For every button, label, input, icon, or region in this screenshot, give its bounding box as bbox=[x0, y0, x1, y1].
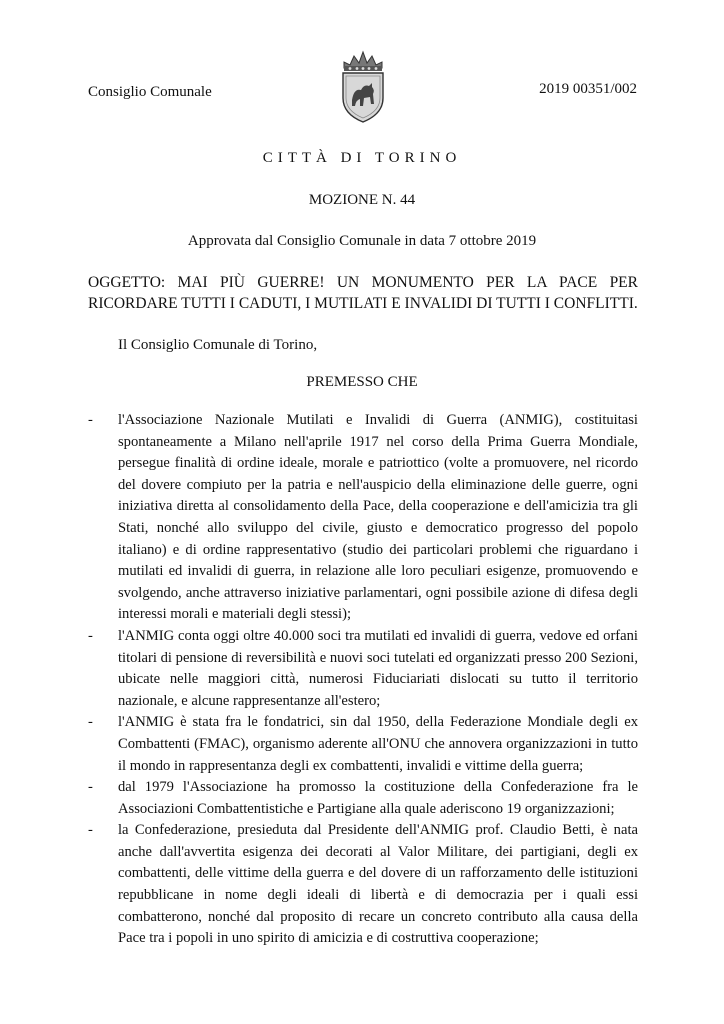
premise-list bbox=[88, 410, 638, 950]
list-item bbox=[88, 712, 638, 777]
approval-date: Approvata dal Consiglio Comunale in data 7 ottobre 2019 bbox=[187, 233, 537, 249]
council-label: Consiglio Comunale bbox=[88, 84, 212, 100]
list-dash: - bbox=[88, 714, 93, 731]
intro-line: Il Consiglio Comunale di Torino, bbox=[118, 337, 318, 353]
subject-heading: OGGETTO: MAI PIÙ GUERRE! UN MONUMENTO PER LA PACE PER RICORDARE TUTTI I CADUTI, I MUTILATI E INVALIDI DI TUTTI I CONFLITTI. bbox=[88, 274, 638, 312]
list-item-text: l'ANMIG conta oggi oltre 40.000 soci tra mutilati ed invalidi di guerra, vedove ed orfani titolari di pensione di reversibilità e nuovi soci tutelati ed organizzati presso 200 Sezioni, ubicate nelle maggiori città, numerosi Fiduciariati dislocati su tutto il territorio nazionale, e alcune rappresentanze all'estero; bbox=[118, 627, 638, 709]
city-title: CITTÀ DI TORINO bbox=[262, 150, 462, 166]
list-item bbox=[88, 820, 638, 950]
list-dash: - bbox=[88, 822, 93, 839]
list-item bbox=[88, 626, 638, 712]
list-item-text: l'Associazione Nazionale Mutilati e Invalidi di Guerra (ANMIG), costituitasi spontaneamente a Milano nell'aprile 1917 nel corso della Prima Guerra Mondiale, persegue finalità di ordine ideale, morale e patriottico (volte a promuovere, nel ricordo del dovere compiuto per la patria e nell'auspicio della eliminazione delle guerre, ogni iniziativa diretta al consolidamento della Pace, della cooperazione e dell'amicizia tra gli Stati, nonché allo sviluppo del civile, giusto e democratico progresso del popolo italiano) e di ordine rappresentativo (studio dei particolari problemi che riguardano i mutilati ed invalidi di guerra, in relazione alle loro peculiari esigenze, promuovendo e svolgendo, anche attraverso iniziative parlamentari, ogni possibile azione di difesa degli interessi morali e materiali degli stessi); bbox=[118, 412, 638, 623]
list-item bbox=[88, 777, 638, 820]
section-heading: PREMESSO CHE bbox=[306, 374, 418, 390]
list-dash: - bbox=[88, 627, 93, 644]
motion-number: MOZIONE N. 44 bbox=[308, 192, 416, 208]
list-item bbox=[88, 410, 638, 626]
list-item-text: dal 1979 l'Associazione ha promosso la costituzione della Confederazione fra le Associazioni Combattentistiche e Partigiane alla quale aderiscono 19 organizzazioni; bbox=[118, 779, 638, 817]
document-number: 2019 00351/002 bbox=[539, 81, 637, 97]
turin-coat-of-arms-icon bbox=[334, 48, 392, 124]
list-item-text: la Confederazione, presieduta dal Presidente dell'ANMIG prof. Claudio Betti, è nata anche dall'avvertita esigenza dei decorati al Valor Militare, dei partigiani, degli ex combattenti, delle vittime della guerra e del dovere di un rafforzamento delle istituzioni repubblicane in nome degli ideali di libertà e di democrazia per i quali essi combatterono, nonché dal proposito di recare un concreto contributo alla causa della Pace tra i popoli in uno spirito di amicizia e di costruttiva cooperazione; bbox=[118, 822, 638, 947]
list-item-text: l'ANMIG è stata fra le fondatrici, sin dal 1950, della Federazione Mondiale degli ex Combattenti (FMAC), organismo aderente all'ONU che annovera organizzazioni in tutto il mondo in rappresentanza degli ex combattenti, invalidi e vittime della guerra; bbox=[118, 714, 638, 774]
list-dash: - bbox=[88, 779, 93, 796]
list-dash: - bbox=[88, 412, 93, 428]
